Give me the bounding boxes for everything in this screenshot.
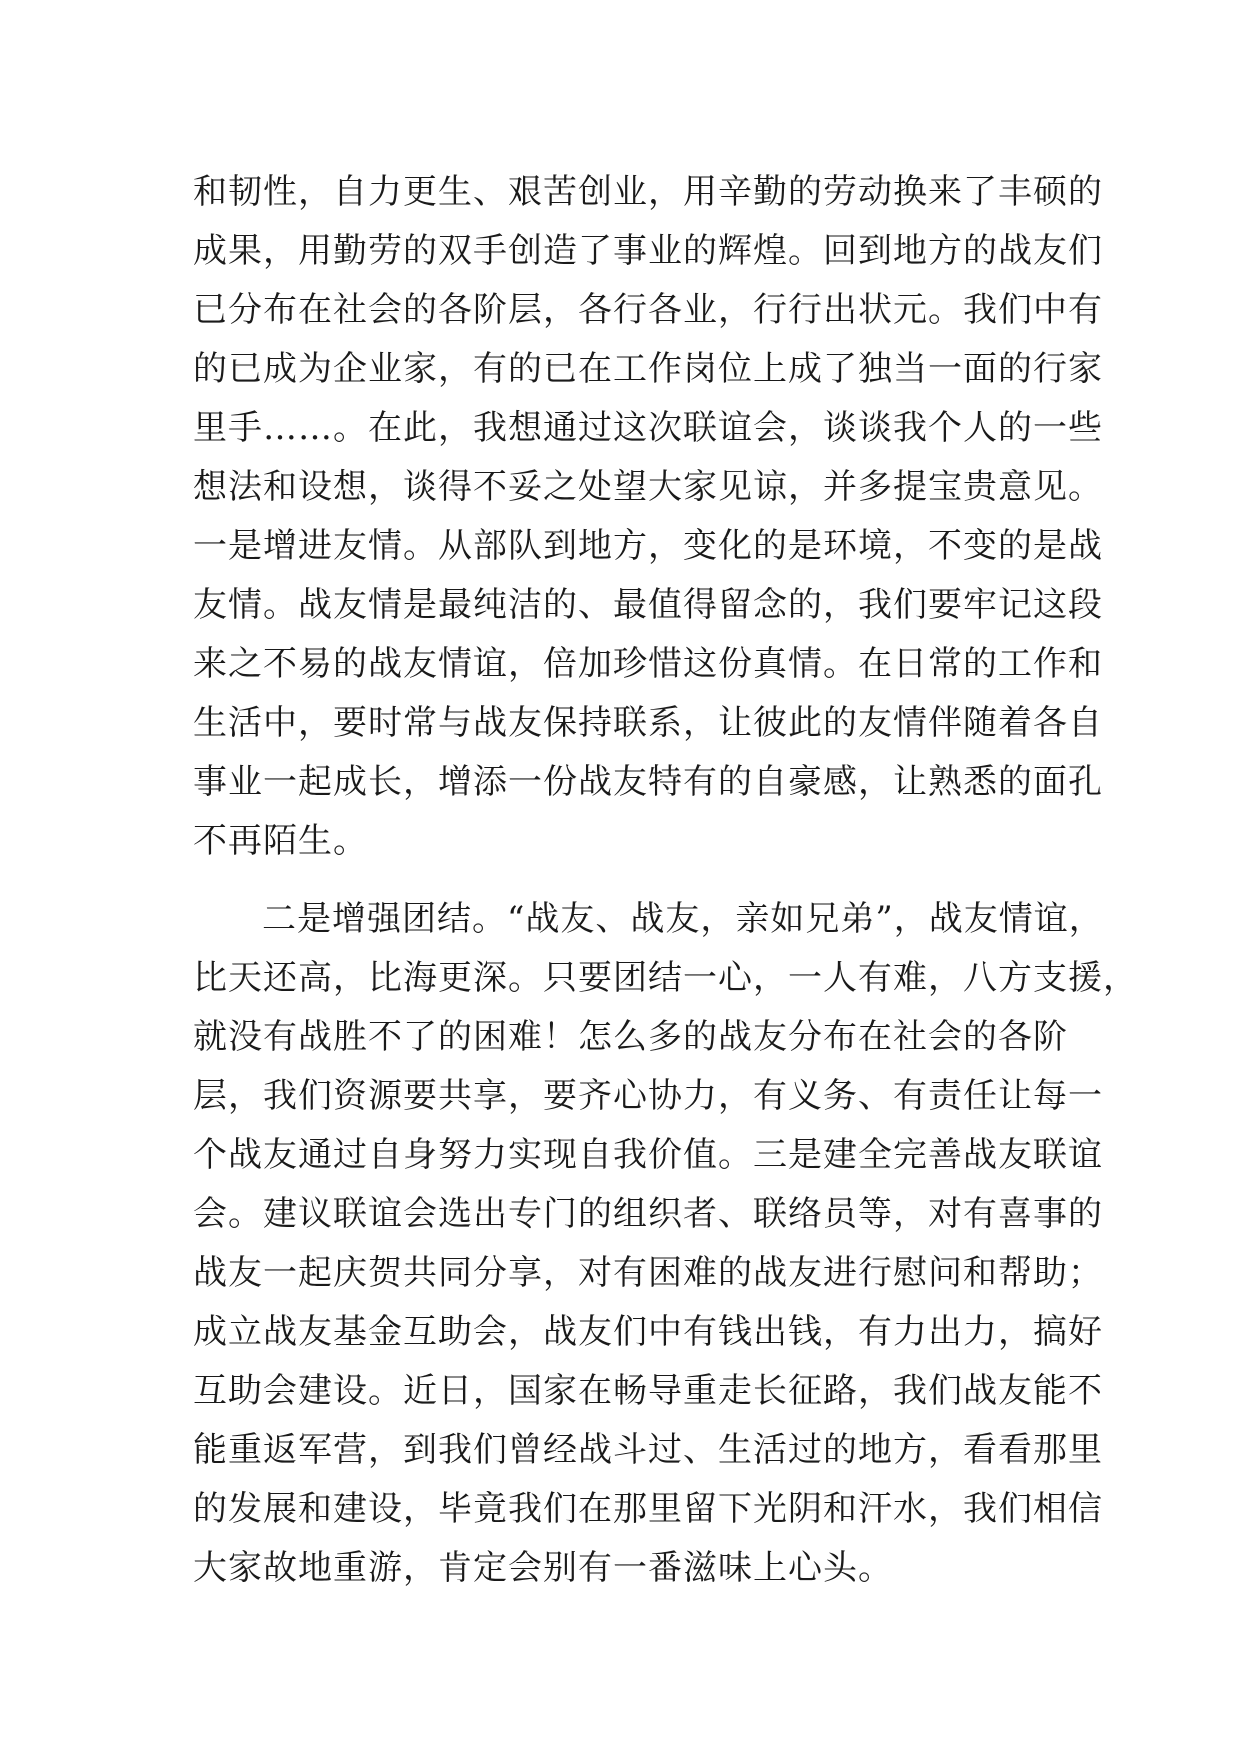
paragraph-first-line bbox=[193, 890, 1104, 949]
text-line: 成果，用勤劳的双手创造了事业的辉煌。回到地方的战友们 bbox=[193, 231, 1103, 271]
text-line: 已分布在社会的各阶层，各行各业，行行出状元。我们中有 bbox=[193, 290, 1103, 330]
text-line: 二是增强团结。“战友、战友，亲如兄弟”，战友情谊， bbox=[262, 899, 1104, 939]
text-line: 个战友通过自身努力实现自我价值。三是建全完善战友联谊 bbox=[193, 1135, 1103, 1175]
text-line: 大家故地重游，肯定会别有一番滋味上心头。 bbox=[193, 1548, 893, 1588]
text-line: 的已成为企业家，有的已在工作岗位上成了独当一面的行家 bbox=[193, 349, 1103, 389]
text-line: 层，我们资源要共享，要齐心协力，有义务、有责任让每一 bbox=[193, 1076, 1103, 1116]
text-line: 友情。战友情是最纯洁的、最值得留念的，我们要牢记这段 bbox=[193, 585, 1103, 625]
text-line: 事业一起成长，增添一份战友特有的自豪感，让熟悉的面孔 bbox=[193, 762, 1103, 802]
text-line: 会。建议联谊会选出专门的组织者、联络员等，对有喜事的 bbox=[193, 1194, 1103, 1234]
text-line: 不再陌生。 bbox=[193, 821, 368, 861]
text-line: 比天还高，比海更深。只要团结一心，一人有难，八方支援， bbox=[193, 958, 1138, 998]
text-line: 一是增进友情。从部队到地方，变化的是环境，不变的是战 bbox=[193, 526, 1103, 566]
body-text bbox=[193, 163, 1138, 1598]
text-line: 就没有战胜不了的困难！怎么多的战友分布在社会的各阶 bbox=[193, 1017, 1068, 1057]
text-line: 成立战友基金互助会，战友们中有钱出钱，有力出力，搞好 bbox=[193, 1312, 1103, 1352]
text-line: 战友一起庆贺共同分享，对有困难的战友进行慰问和帮助； bbox=[193, 1253, 1103, 1293]
text-line: 生活中，要时常与战友保持联系，让彼此的友情伴随着各自 bbox=[193, 703, 1103, 743]
text-line: 来之不易的战友情谊，倍加珍惜这份真情。在日常的工作和 bbox=[193, 644, 1103, 684]
text-line: 和韧性，自力更生、艰苦创业，用辛勤的劳动换来了丰硕的 bbox=[193, 172, 1103, 212]
text-line: 互助会建设。近日，国家在畅导重走长征路，我们战友能不 bbox=[193, 1371, 1103, 1411]
text-line: 里手……。在此，我想通过这次联谊会，谈谈我个人的一些 bbox=[193, 408, 1103, 448]
text-line: 能重返军营，到我们曾经战斗过、生活过的地方，看看那里 bbox=[193, 1430, 1103, 1470]
text-line: 想法和设想，谈得不妥之处望大家见谅，并多提宝贵意见。 bbox=[193, 467, 1103, 507]
text-line: 的发展和建设，毕竟我们在那里留下光阴和汗水，我们相信 bbox=[193, 1489, 1103, 1529]
